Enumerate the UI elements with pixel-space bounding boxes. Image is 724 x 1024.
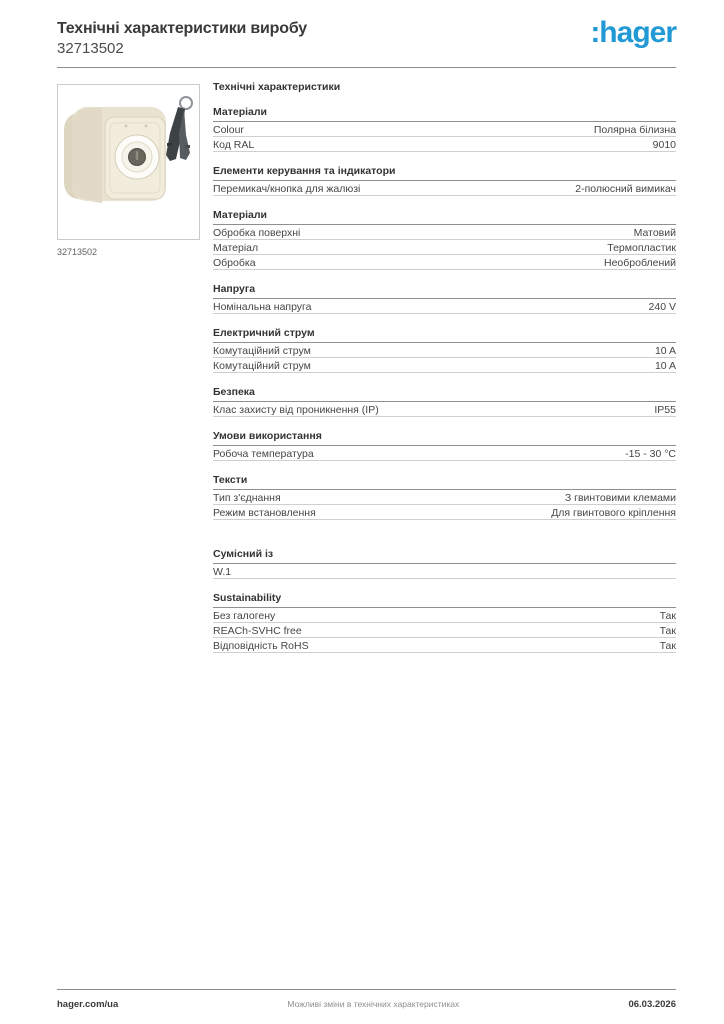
spec-label: Обробка поверхні [213, 227, 301, 239]
section-title: Матеріали [213, 209, 676, 225]
main-content [57, 69, 676, 653]
footer-date: 06.03.2026 [628, 999, 676, 1010]
spec-label: Клас захисту від проникнення (IP) [213, 404, 379, 416]
spec-label: Номінальна напруга [213, 301, 312, 313]
product-image [57, 84, 200, 240]
spec-column [213, 69, 676, 653]
keys-icon [166, 97, 192, 161]
section-title: Тексти [213, 474, 676, 490]
page-footer [57, 989, 676, 1010]
spec-table-title: Технічні характеристики [213, 81, 341, 93]
section-title: Сумісний із [213, 548, 676, 564]
spec-row [213, 181, 676, 196]
spec-value: Так [659, 610, 676, 622]
spec-row [213, 608, 676, 623]
spec-section [213, 548, 676, 579]
spec-row [213, 564, 676, 579]
spec-label: Відповідність RoHS [213, 640, 309, 652]
section-rows [213, 181, 676, 196]
spec-value: -15 - 30 °C [625, 448, 676, 460]
spec-value: Так [659, 640, 676, 652]
spec-value: Термопластик [607, 242, 676, 254]
spec-label: Робоча температура [213, 448, 314, 460]
page-title: Технічні характеристики виробу [57, 20, 307, 37]
spec-row [213, 225, 676, 240]
spec-value: 10 A [654, 345, 676, 357]
footer-site: hager.com/ua [57, 999, 119, 1010]
section-title: Елементи керування та індикатори [213, 165, 676, 181]
section-rows [213, 490, 676, 520]
spec-value: Необроблений [604, 257, 676, 269]
spec-label: Перемикач/кнопка для жалюзі [213, 183, 361, 195]
image-caption: 32713502 [57, 247, 98, 257]
spec-value: Матовий [633, 227, 676, 239]
spec-label: Код RAL [213, 139, 255, 151]
spec-row [213, 240, 676, 255]
section-rows [213, 608, 676, 653]
section-title: Електричний струм [213, 327, 676, 343]
spec-row [213, 299, 676, 314]
spec-label: Матеріал [213, 242, 259, 254]
product-code: 32713502 [57, 39, 124, 57]
spec-row [213, 623, 676, 638]
footer-note: Можливі зміни в технічних характеристиках [287, 999, 460, 1009]
spec-value: 2-полюсний вимикач [575, 183, 676, 195]
key-switch-illustration [58, 85, 199, 239]
spec-label: Без галогену [213, 610, 276, 622]
spec-row [213, 343, 676, 358]
spec-row [213, 255, 676, 270]
spec-section [213, 430, 676, 461]
section-title: Умови використання [213, 430, 676, 446]
spec-section [213, 474, 676, 520]
spec-section [213, 386, 676, 417]
spec-row [213, 358, 676, 373]
section-title: Безпека [213, 386, 676, 402]
title-block [57, 0, 307, 57]
spec-row [213, 402, 676, 417]
section-title: Напруга [213, 283, 676, 299]
spec-value: 240 V [648, 301, 676, 313]
section-rows [213, 564, 676, 579]
spec-value: Полярна білизна [593, 124, 676, 136]
page-header [57, 0, 676, 68]
spec-label: Комутаційний струм [213, 360, 311, 372]
section-rows [213, 225, 676, 270]
spec-value: Так [659, 625, 676, 637]
spec-sections [213, 106, 676, 653]
spec-section [213, 327, 676, 373]
spec-section [213, 283, 676, 314]
spec-row [213, 122, 676, 137]
spec-section [213, 209, 676, 270]
spec-label: REACh-SVHC free [213, 625, 302, 637]
spec-row [213, 505, 676, 520]
spec-value: Для гвинтового кріплення [551, 507, 676, 519]
section-rows [213, 343, 676, 373]
spec-label: Режим встановлення [213, 507, 316, 519]
spec-label: Colour [213, 124, 244, 136]
hager-logo: :hager [590, 16, 676, 49]
spec-label: Обробка [213, 257, 256, 269]
section-title: Матеріали [213, 106, 676, 122]
spec-row [213, 446, 676, 461]
spec-section [213, 592, 676, 653]
spec-label: Комутаційний струм [213, 345, 311, 357]
section-rows [213, 446, 676, 461]
section-rows [213, 299, 676, 314]
section-rows [213, 122, 676, 152]
section-rows [213, 402, 676, 417]
spec-value: 10 A [654, 360, 676, 372]
spec-value: 9010 [652, 139, 676, 151]
spec-section [213, 165, 676, 196]
spec-label: W.1 [213, 566, 232, 578]
spec-row [213, 490, 676, 505]
spec-value: IP55 [654, 404, 676, 416]
spec-row [213, 137, 676, 152]
spec-label: Тип з'єднання [213, 492, 281, 504]
section-title: Sustainability [213, 592, 676, 608]
spec-section [213, 106, 676, 152]
image-column [57, 69, 200, 653]
spec-row [213, 638, 676, 653]
spec-value: З гвинтовими клемами [564, 492, 676, 504]
